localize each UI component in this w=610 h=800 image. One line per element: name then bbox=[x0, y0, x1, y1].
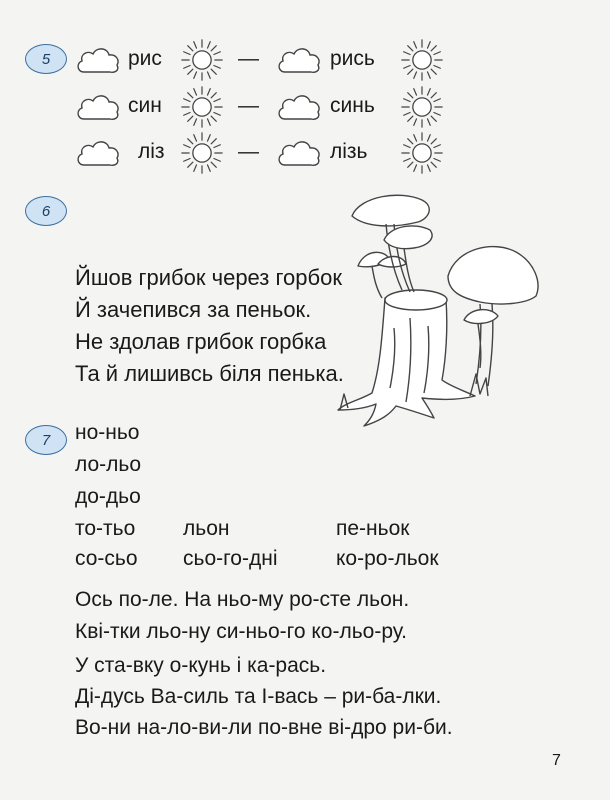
sun-icon bbox=[180, 38, 224, 82]
cloud-icon bbox=[75, 138, 121, 168]
syllable-right: лізь bbox=[330, 140, 368, 163]
syllable-pair: то-тьо bbox=[75, 517, 136, 540]
sun-icon bbox=[400, 38, 444, 82]
poem-line: Та й лишивсь біля пенька. bbox=[75, 361, 344, 386]
cloud-icon bbox=[276, 138, 322, 168]
syllabified-word: ко-ро-льок bbox=[336, 547, 439, 570]
poem-line: Не здолав грибок горбка bbox=[75, 329, 327, 354]
poem bbox=[75, 262, 344, 390]
reading-sentence: Во-ни на-ло-ви-ли по-вне ві-дро ри-би. bbox=[75, 716, 453, 739]
syllabified-word: пе-ньок bbox=[336, 517, 410, 540]
reading-sentence: Ось по-ле. На ньо-му ро-сте льон. bbox=[75, 588, 410, 611]
sun-icon bbox=[400, 85, 444, 129]
exercise-7-badge: 7 bbox=[25, 425, 67, 455]
poem-line: Й зачепився за пеньок. bbox=[75, 297, 312, 322]
syllable-left: ліз bbox=[138, 140, 165, 163]
syllable-pair: но-ньо bbox=[75, 421, 140, 444]
syllable-pair: со-сьо bbox=[75, 547, 138, 570]
cloud-icon bbox=[75, 92, 121, 122]
dash: — bbox=[238, 140, 259, 163]
poem-line: Йшов грибок через горбок bbox=[75, 265, 342, 290]
cloud-icon bbox=[276, 92, 322, 122]
syllable-left: рис bbox=[128, 47, 162, 70]
reading-sentence: У ста-вку о-кунь і ка-рась. bbox=[75, 654, 327, 677]
reading-sentence: Кві-тки льо-ну си-ньо-го ко-льо-ру. bbox=[75, 620, 408, 643]
syllable-right: синь bbox=[330, 94, 375, 117]
cloud-icon bbox=[75, 45, 121, 75]
dash: — bbox=[238, 94, 259, 117]
mushrooms-stump-illustration bbox=[330, 188, 560, 428]
cloud-icon bbox=[276, 45, 322, 75]
exercise-6-badge: 6 bbox=[25, 196, 67, 226]
syllable-left: син bbox=[128, 94, 162, 117]
reading-sentence: Ді-дусь Ва-силь та І-вась – ри-ба-лки. bbox=[75, 685, 442, 708]
syllabified-word: льон bbox=[183, 517, 230, 540]
syllable-pair: до-дьо bbox=[75, 485, 141, 508]
sun-icon bbox=[180, 85, 224, 129]
exercise-5-badge: 5 bbox=[25, 44, 67, 74]
syllabified-word: сьо-го-дні bbox=[183, 547, 278, 570]
syllable-pair: ло-льо bbox=[75, 453, 142, 476]
page-number: 7 bbox=[552, 752, 561, 769]
sun-icon bbox=[180, 131, 224, 175]
sun-icon bbox=[400, 131, 444, 175]
syllable-right: рись bbox=[330, 47, 375, 70]
dash: — bbox=[238, 47, 259, 70]
